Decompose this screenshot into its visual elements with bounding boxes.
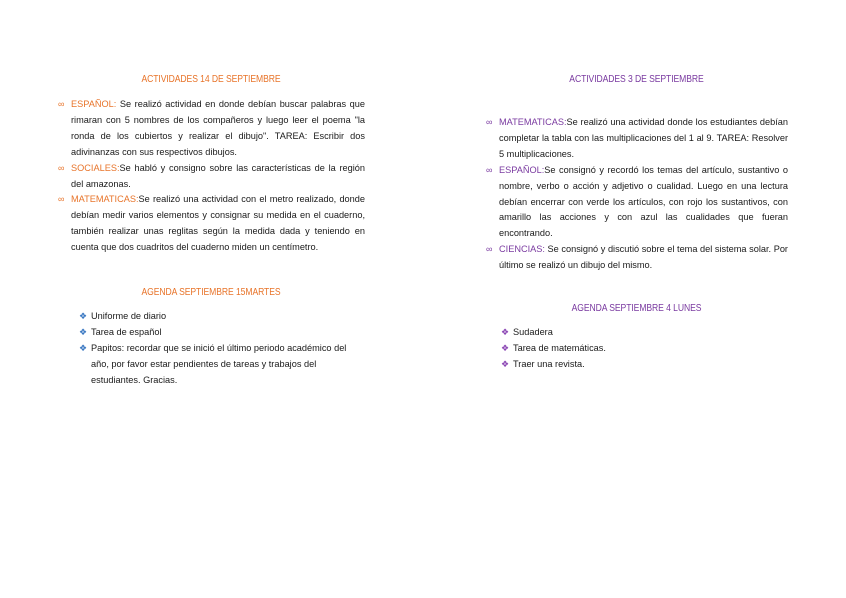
activity-text: Se habló y consigno sobre las características de la región del amazonas. xyxy=(71,162,365,189)
activity-label: SOCIALES: xyxy=(71,162,120,173)
activity-text: Se realizó actividad en donde debían buscar palabras que rimaran con 5 nombres de los compañeros y luego leer el poema "la ronda de los cubiertos y realizar el dibujo". TAREA: Escribir dos adivinanzas con sus respectivos dibujos. xyxy=(71,99,365,157)
agenda-text: Papitos: recordar que se inició el último periodo académico del año, por favor estar pendientes de tareas y trabajos del estudiantes. Gracias. xyxy=(91,343,347,386)
left-column xyxy=(57,74,365,388)
agenda-item xyxy=(501,340,701,356)
activity-item xyxy=(485,242,788,274)
left-agenda-title: AGENDA SEPTIEMBRE 15MARTES xyxy=(141,287,281,299)
activity-item xyxy=(57,97,365,161)
agenda-text: Uniforme de diario xyxy=(91,311,167,322)
left-agenda-list xyxy=(79,308,361,388)
agenda-item xyxy=(79,308,361,324)
infinity-icon: ∞ xyxy=(58,99,65,109)
right-column xyxy=(485,74,788,372)
activity-item xyxy=(485,115,788,163)
left-activities-title: ACTIVIDADES 14 DE SEPTIEMBRE xyxy=(141,74,281,85)
four-diamond-icon: ❖ xyxy=(79,311,88,322)
right-agenda-title: AGENDA SEPTIEMBRE 4 LUNES xyxy=(571,303,702,315)
activity-text: Se realizó una actividad con el metro realizado, donde debían medir varios elementos y consignar su medida en el cuaderno, también realizar unas reglitas según la medida dada y teniendo en cuenta que dos cuadritos del cuaderno miden un centímetro. xyxy=(71,194,365,253)
infinity-icon: ∞ xyxy=(486,244,493,255)
activity-text: Se consignó y recordó los temas del artículo, sustantivo o nombre, verbo o acción y adjetivo o cualidad. Luego en una lectura debían encerrar con verde los artículos, con rojo los sustantivos, con amarillo las acciones y con azul las cualidades que fueran encontrando. xyxy=(499,164,788,239)
activity-label: MATEMATICAS: xyxy=(499,117,567,127)
activity-text: Se consignó y discutió sobre el tema del sistema solar. Por último se realizó un dibujo del mismo. xyxy=(499,244,788,271)
activity-item xyxy=(57,161,365,193)
activity-item xyxy=(485,163,788,243)
agenda-item xyxy=(79,340,361,388)
agenda-text: Traer una revista. xyxy=(513,359,585,370)
right-agenda-list xyxy=(501,324,701,372)
agenda-item xyxy=(501,356,701,372)
agenda-text: Tarea de matemáticas. xyxy=(513,343,606,354)
left-activities-list xyxy=(57,97,365,256)
four-diamond-icon: ❖ xyxy=(501,327,510,338)
activity-label: ESPAÑOL: xyxy=(499,164,545,175)
infinity-icon: ∞ xyxy=(486,164,493,175)
four-diamond-icon: ❖ xyxy=(501,343,510,354)
agenda-text: Sudadera xyxy=(513,327,553,338)
agenda-item xyxy=(79,324,361,340)
four-diamond-icon: ❖ xyxy=(79,327,88,338)
infinity-icon: ∞ xyxy=(486,117,493,127)
four-diamond-icon: ❖ xyxy=(79,343,88,354)
activity-text: Se realizó una actividad donde los estudiantes debían completar la tabla con las multiplicaciones del 1 al 9. TAREA: Resolver 5 multiplicaciones. xyxy=(499,117,788,159)
four-diamond-icon: ❖ xyxy=(501,359,510,370)
activity-label: ESPAÑOL: xyxy=(71,99,117,109)
agenda-text: Tarea de español xyxy=(91,327,162,338)
infinity-icon: ∞ xyxy=(58,162,65,173)
infinity-icon: ∞ xyxy=(58,194,65,205)
right-activities-title: ACTIVIDADES 3 DE SEPTIEMBRE xyxy=(569,74,704,85)
right-activities-list xyxy=(485,115,788,274)
agenda-item xyxy=(501,324,701,340)
activity-label: CIENCIAS: xyxy=(499,244,545,255)
activity-item xyxy=(57,192,365,256)
activity-label: MATEMATICAS: xyxy=(71,194,139,205)
